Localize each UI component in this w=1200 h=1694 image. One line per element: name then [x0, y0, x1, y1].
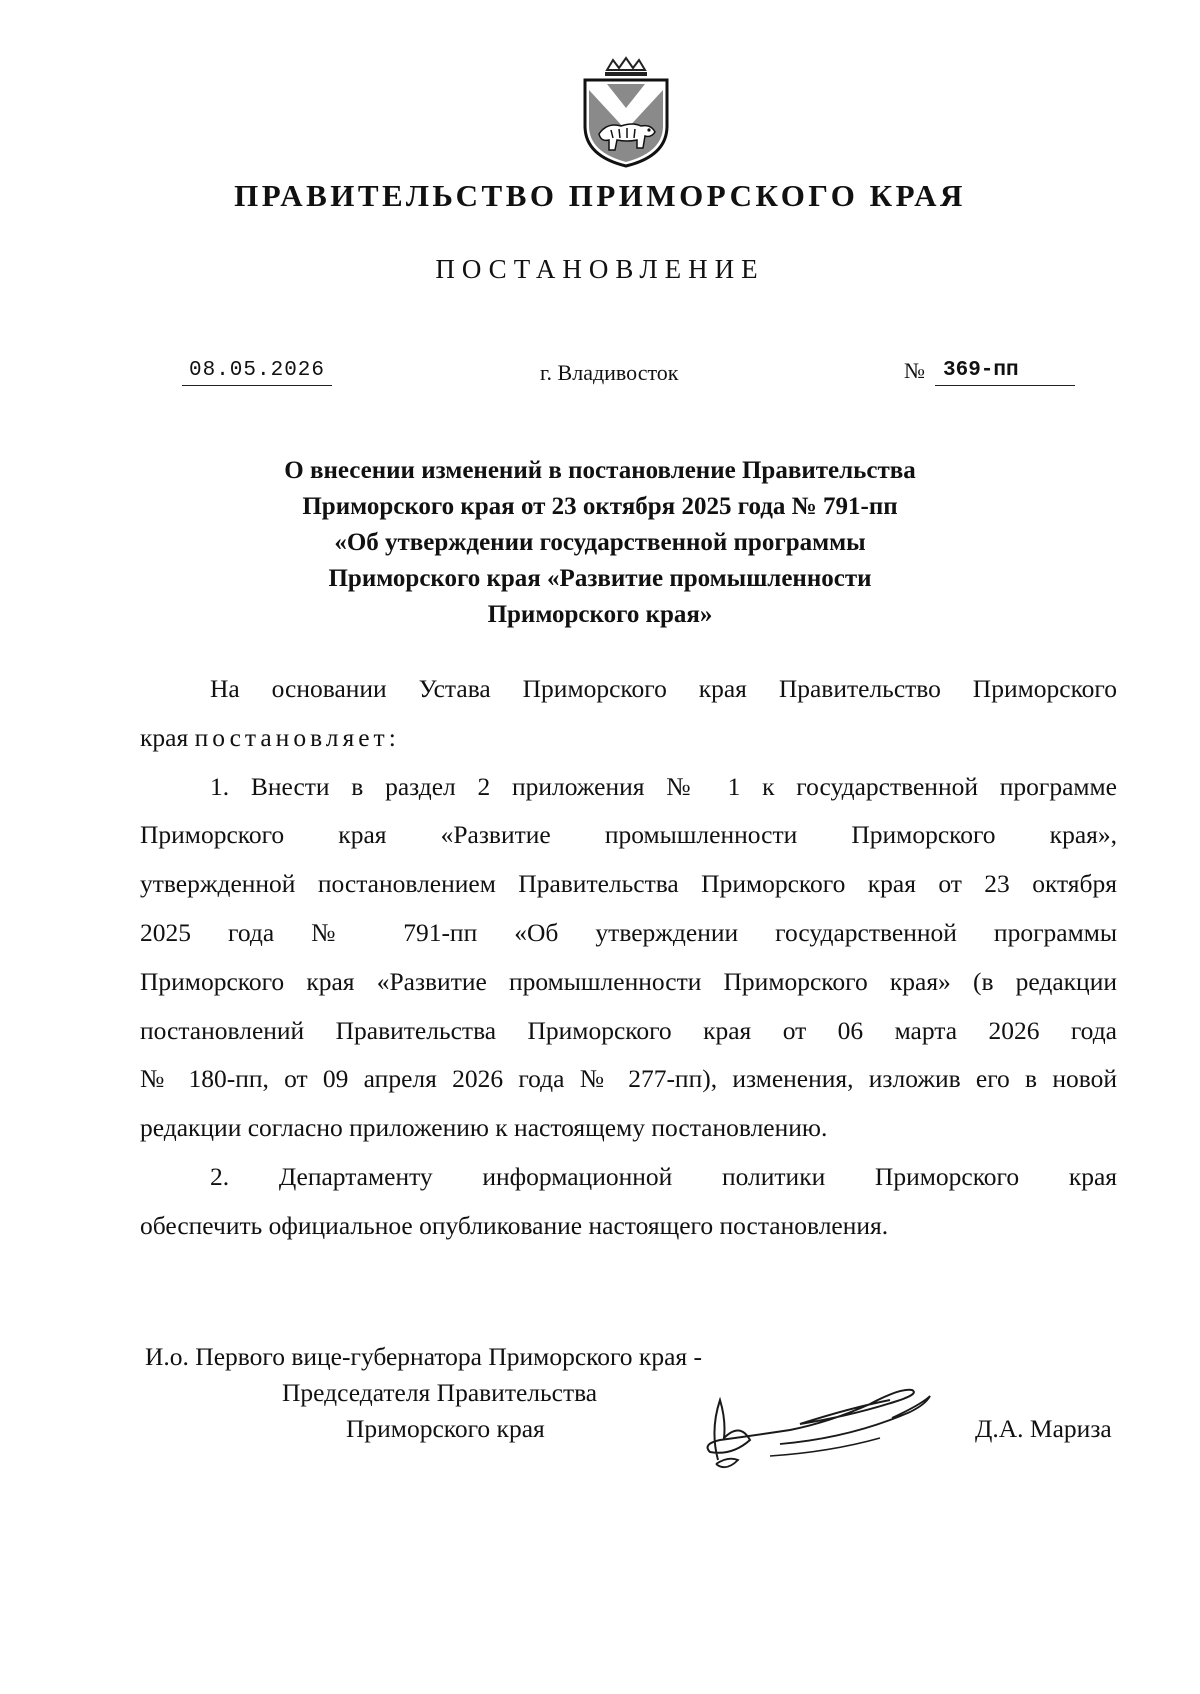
- body-line: 2. Департаменту информационной политики Приморского края: [210, 1161, 1117, 1191]
- document-body: [140, 665, 1117, 1251]
- preamble-text: края: [140, 722, 195, 752]
- body-line: утвержденной постановлением Правительства Приморского края от 23 октября: [140, 869, 1117, 899]
- document-subject: [200, 453, 1000, 633]
- resolves-keyword: постановляет:: [194, 722, 400, 752]
- subject-line: Приморского края»: [487, 601, 713, 628]
- body-line: Приморского края «Развитие промышленности Приморского края»,: [140, 820, 1117, 850]
- body-line: На основании Устава Приморского края Правительство Приморского: [210, 674, 1117, 703]
- subject-line: «Об утверждении государственной программы: [334, 529, 866, 556]
- body-line: обеспечить официальное опубликование настоящего постановления.: [140, 1210, 889, 1240]
- document-number-label: №: [904, 358, 925, 383]
- body-line: № 180-пп, от 09 апреля 2026 года № 277-пп), изменения, изложив его в новой: [140, 1064, 1117, 1094]
- signatory-title-line: Приморского края: [346, 1414, 545, 1443]
- signatory-title-line: И.о. Первого вице-губернатора Приморского края -: [145, 1342, 702, 1371]
- body-line: 2025 года № 791-пп «Об утверждении государственной программы: [140, 917, 1117, 947]
- preamble-paragraph: [140, 665, 1117, 763]
- body-line: постановлений Правительства Приморского края от 06 марта 2026 года: [140, 1015, 1117, 1045]
- signatory-title-line: Председателя Правительства: [282, 1378, 598, 1407]
- item-1-paragraph: [140, 763, 1117, 1153]
- body-line: 1. Внести в раздел 2 приложения № 1 к государственной программе: [210, 771, 1117, 801]
- signer-name: Д.А. Мариза: [975, 1414, 1112, 1443]
- item-2-paragraph: [140, 1153, 1117, 1251]
- organization-title: ПРАВИТЕЛЬСТВО ПРИМОРСКОГО КРАЯ: [234, 178, 966, 213]
- document-type: ПОСТАНОВЛЕНИЕ: [435, 254, 765, 284]
- body-line: [140, 714, 1117, 763]
- coat-of-arms-icon: [577, 56, 675, 168]
- subject-line: Приморского края от 23 октября 2025 года № 791-пп: [302, 493, 898, 520]
- document-city: г. Владивосток: [540, 360, 679, 385]
- document-date: 08.05.2026: [182, 357, 332, 386]
- body-line: редакции согласно приложению к настоящему постановлению.: [140, 1113, 828, 1143]
- body-line: Приморского края «Развитие промышленности Приморского края» (в редакции: [140, 966, 1117, 996]
- handwritten-signature: [680, 1360, 950, 1480]
- subject-line: Приморского края «Развитие промышленности: [328, 565, 872, 592]
- subject-line: О внесении изменений в постановление Правительства: [284, 457, 916, 484]
- document-number: 369-пп: [935, 357, 1075, 386]
